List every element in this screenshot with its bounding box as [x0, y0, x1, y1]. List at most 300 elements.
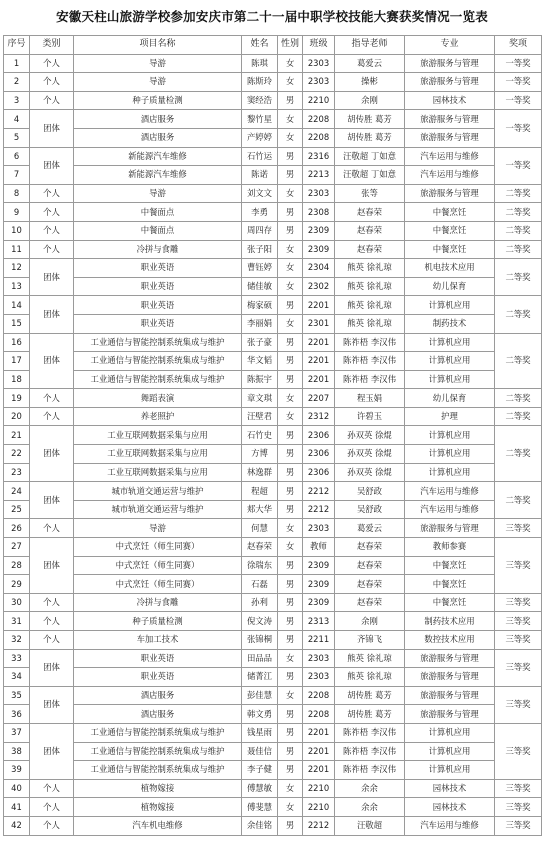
cell-award: 三等奖 — [495, 631, 542, 650]
col-header-award: 奖项 — [495, 36, 542, 55]
sheet-title: 安徽天柱山旅游学校参加安庆市第二十一届中职学校技能大赛获奖情况一览表 — [56, 9, 488, 24]
table-row — [4, 723, 542, 742]
cell-award: 二等奖 — [495, 240, 542, 259]
cell-category: 个人 — [30, 519, 74, 538]
cell-index: 23 — [4, 463, 30, 482]
cell-gender: 女 — [278, 54, 303, 73]
cell-project: 导游 — [74, 184, 242, 203]
cell-teacher: 余余 — [335, 798, 405, 817]
table-row — [4, 240, 542, 259]
cell-gender: 男 — [278, 445, 303, 464]
cell-gender: 男 — [278, 742, 303, 761]
table-row — [4, 463, 542, 482]
cell-gender: 男 — [278, 575, 303, 594]
cell-name: 章文琪 — [242, 389, 278, 408]
cell-major: 汽车运用与维修 — [405, 147, 495, 166]
cell-teacher: 胡传胜 葛芳 — [335, 686, 405, 705]
cell-name: 傅慧敏 — [242, 779, 278, 798]
table-row — [4, 482, 542, 501]
table-row — [4, 296, 542, 315]
cell-gender: 男 — [278, 593, 303, 612]
cell-index: 22 — [4, 445, 30, 464]
cell-name: 韩文勇 — [242, 705, 278, 724]
cell-class: 2211 — [303, 631, 335, 650]
cell-teacher: 齐锦飞 — [335, 631, 405, 650]
cell-index: 32 — [4, 631, 30, 650]
cell-class: 2309 — [303, 240, 335, 259]
cell-award: 二等奖 — [495, 221, 542, 240]
cell-major: 园林技术 — [405, 779, 495, 798]
table-row — [4, 184, 542, 203]
cell-award: 一等奖 — [495, 54, 542, 73]
cell-name: 赵春荣 — [242, 538, 278, 557]
cell-award: 二等奖 — [495, 296, 542, 333]
cell-index: 10 — [4, 221, 30, 240]
table-row — [4, 389, 542, 408]
header-row — [4, 36, 542, 55]
cell-category: 个人 — [30, 73, 74, 92]
cell-name: 程超 — [242, 482, 278, 501]
cell-index: 40 — [4, 779, 30, 798]
cell-index: 2 — [4, 73, 30, 92]
cell-index: 16 — [4, 333, 30, 352]
cell-award: 二等奖 — [495, 407, 542, 426]
cell-class: 2303 — [303, 649, 335, 668]
cell-teacher: 吴舒政 — [335, 500, 405, 519]
cell-index: 39 — [4, 761, 30, 780]
cell-teacher: 赵春荣 — [335, 221, 405, 240]
table-row — [4, 556, 542, 575]
cell-major: 护理 — [405, 407, 495, 426]
table-row — [4, 333, 542, 352]
cell-project: 酒店服务 — [74, 686, 242, 705]
cell-name: 林逸群 — [242, 463, 278, 482]
table-row — [4, 314, 542, 333]
cell-gender: 女 — [278, 110, 303, 129]
cell-major: 旅游服务与管理 — [405, 649, 495, 668]
cell-award: 一等奖 — [495, 73, 542, 92]
table-row — [4, 166, 542, 185]
cell-class: 2306 — [303, 463, 335, 482]
table-row — [4, 128, 542, 147]
cell-teacher: 余余 — [335, 779, 405, 798]
table-row — [4, 705, 542, 724]
cell-category: 个人 — [30, 203, 74, 222]
cell-gender: 男 — [278, 816, 303, 835]
cell-project: 新能源汽车维修 — [74, 166, 242, 185]
cell-project: 职业英语 — [74, 314, 242, 333]
cell-major: 制药技术 — [405, 314, 495, 333]
cell-project: 种子质量检测 — [74, 91, 242, 110]
cell-index: 33 — [4, 649, 30, 668]
cell-project: 植物嫁接 — [74, 779, 242, 798]
cell-class: 2312 — [303, 407, 335, 426]
cell-name: 李勇 — [242, 203, 278, 222]
cell-gender: 男 — [278, 556, 303, 575]
cell-major: 中餐烹饪 — [405, 556, 495, 575]
cell-major: 中餐烹饪 — [405, 221, 495, 240]
cell-category: 个人 — [30, 612, 74, 631]
cell-index: 21 — [4, 426, 30, 445]
cell-project: 城市轨道交通运营与维护 — [74, 500, 242, 519]
cell-name: 石竹史 — [242, 426, 278, 445]
cell-name: 李丽娟 — [242, 314, 278, 333]
cell-gender: 女 — [278, 798, 303, 817]
cell-class: 2306 — [303, 426, 335, 445]
cell-project: 工业通信与智能控制系统集成与维护 — [74, 352, 242, 371]
cell-gender: 女 — [278, 519, 303, 538]
cell-class: 2210 — [303, 798, 335, 817]
cell-gender: 女 — [278, 407, 303, 426]
cell-teacher: 赵春荣 — [335, 556, 405, 575]
cell-category: 个人 — [30, 631, 74, 650]
cell-class: 2210 — [303, 779, 335, 798]
cell-major: 汽车运用与维修 — [405, 500, 495, 519]
cell-index: 5 — [4, 128, 30, 147]
cell-major: 旅游服务与管理 — [405, 73, 495, 92]
cell-class: 2208 — [303, 705, 335, 724]
cell-name: 陈振宇 — [242, 370, 278, 389]
cell-gender: 男 — [278, 221, 303, 240]
cell-teacher: 胡传胜 葛芳 — [335, 128, 405, 147]
cell-class: 2309 — [303, 221, 335, 240]
cell-teacher: 熊英 徐礼琼 — [335, 277, 405, 296]
cell-teacher: 葛爱云 — [335, 519, 405, 538]
cell-gender: 男 — [278, 723, 303, 742]
cell-major: 计算机应用 — [405, 370, 495, 389]
cell-index: 14 — [4, 296, 30, 315]
cell-class: 2303 — [303, 519, 335, 538]
cell-name: 何慧 — [242, 519, 278, 538]
table-row — [4, 352, 542, 371]
cell-index: 29 — [4, 575, 30, 594]
table-row — [4, 73, 542, 92]
cell-index: 17 — [4, 352, 30, 371]
cell-name: 陈斯玲 — [242, 73, 278, 92]
cell-name: 刘文文 — [242, 184, 278, 203]
cell-category: 团体 — [30, 147, 74, 184]
cell-index: 37 — [4, 723, 30, 742]
cell-gender: 女 — [278, 649, 303, 668]
cell-category: 团体 — [30, 538, 74, 594]
cell-category: 团体 — [30, 649, 74, 686]
cell-class: 2207 — [303, 389, 335, 408]
cell-gender: 男 — [278, 761, 303, 780]
cell-project: 中式烹饪（师生同赛） — [74, 575, 242, 594]
cell-major: 计算机应用 — [405, 333, 495, 352]
cell-major: 旅游服务与管理 — [405, 686, 495, 705]
cell-teacher: 张等 — [335, 184, 405, 203]
table-row — [4, 649, 542, 668]
table-row — [4, 779, 542, 798]
cell-gender: 男 — [278, 147, 303, 166]
cell-category: 个人 — [30, 407, 74, 426]
cell-index: 4 — [4, 110, 30, 129]
cell-class: 2201 — [303, 352, 335, 371]
cell-gender: 男 — [278, 500, 303, 519]
cell-class: 2201 — [303, 742, 335, 761]
cell-name: 余佳铭 — [242, 816, 278, 835]
col-header-class: 班级 — [303, 36, 335, 55]
cell-project: 工业通信与智能控制系统集成与维护 — [74, 333, 242, 352]
cell-index: 31 — [4, 612, 30, 631]
cell-gender: 女 — [278, 389, 303, 408]
cell-index: 15 — [4, 314, 30, 333]
cell-category: 个人 — [30, 593, 74, 612]
table-row — [4, 631, 542, 650]
cell-name: 倪文涛 — [242, 612, 278, 631]
cell-name: 产婷婷 — [242, 128, 278, 147]
cell-class: 2301 — [303, 314, 335, 333]
cell-major: 计算机应用 — [405, 723, 495, 742]
cell-category: 个人 — [30, 184, 74, 203]
cell-gender: 女 — [278, 277, 303, 296]
cell-award: 三等奖 — [495, 612, 542, 631]
cell-class: 2302 — [303, 277, 335, 296]
cell-project: 职业英语 — [74, 259, 242, 278]
cell-teacher: 许碧玉 — [335, 407, 405, 426]
table-row — [4, 816, 542, 835]
cell-category: 个人 — [30, 240, 74, 259]
cell-index: 18 — [4, 370, 30, 389]
cell-award: 三等奖 — [495, 593, 542, 612]
cell-award: 三等奖 — [495, 686, 542, 723]
cell-teacher: 陈祚梧 李汉伟 — [335, 742, 405, 761]
cell-major: 计算机应用 — [405, 296, 495, 315]
cell-name: 李子健 — [242, 761, 278, 780]
cell-gender: 男 — [278, 370, 303, 389]
cell-name: 窦经浩 — [242, 91, 278, 110]
cell-award: 二等奖 — [495, 482, 542, 519]
cell-name: 周四存 — [242, 221, 278, 240]
cell-teacher: 汪敬超 — [335, 816, 405, 835]
cell-gender: 男 — [278, 463, 303, 482]
cell-class: 2304 — [303, 259, 335, 278]
cell-class: 2201 — [303, 296, 335, 315]
cell-project: 养老照护 — [74, 407, 242, 426]
cell-major: 数控技术应用 — [405, 631, 495, 650]
cell-major: 计算机应用 — [405, 761, 495, 780]
cell-major: 旅游服务与管理 — [405, 184, 495, 203]
cell-award: 一等奖 — [495, 147, 542, 184]
cell-index: 38 — [4, 742, 30, 761]
cell-class: 2309 — [303, 593, 335, 612]
cell-project: 导游 — [74, 73, 242, 92]
table-row — [4, 686, 542, 705]
cell-gender: 男 — [278, 631, 303, 650]
cell-class: 2201 — [303, 333, 335, 352]
table-row — [4, 761, 542, 780]
cell-major: 计算机应用 — [405, 445, 495, 464]
cell-teacher: 熊英 徐礼琼 — [335, 296, 405, 315]
cell-name: 梅家硕 — [242, 296, 278, 315]
table-row — [4, 742, 542, 761]
table-row — [4, 668, 542, 687]
cell-project: 中式烹饪（师生同赛） — [74, 538, 242, 557]
cell-gender: 男 — [278, 203, 303, 222]
cell-project: 职业英语 — [74, 668, 242, 687]
cell-category: 团体 — [30, 333, 74, 389]
table-body — [4, 54, 542, 835]
cell-award: 一等奖 — [495, 91, 542, 110]
table-row — [4, 798, 542, 817]
table-row — [4, 575, 542, 594]
cell-teacher: 汪敬超 丁如意 — [335, 147, 405, 166]
cell-index: 34 — [4, 668, 30, 687]
cell-index: 36 — [4, 705, 30, 724]
cell-major: 汽车运用与维修 — [405, 816, 495, 835]
cell-project: 中式烹饪（师生同赛） — [74, 556, 242, 575]
cell-teacher: 熊英 徐礼琼 — [335, 668, 405, 687]
cell-project: 酒店服务 — [74, 705, 242, 724]
cell-project: 冷拼与食雕 — [74, 240, 242, 259]
cell-index: 12 — [4, 259, 30, 278]
cell-category: 团体 — [30, 426, 74, 482]
cell-award: 三等奖 — [495, 538, 542, 594]
cell-major: 幼儿保育 — [405, 277, 495, 296]
table-row — [4, 91, 542, 110]
table-row — [4, 426, 542, 445]
cell-gender: 女 — [278, 73, 303, 92]
cell-gender: 女 — [278, 314, 303, 333]
cell-gender: 女 — [278, 779, 303, 798]
cell-project: 导游 — [74, 519, 242, 538]
cell-teacher: 孙双英 徐焜 — [335, 463, 405, 482]
cell-index: 11 — [4, 240, 30, 259]
cell-project: 酒店服务 — [74, 110, 242, 129]
cell-project: 冷拼与食雕 — [74, 593, 242, 612]
cell-category: 个人 — [30, 779, 74, 798]
cell-project: 酒店服务 — [74, 128, 242, 147]
cell-teacher: 赵春荣 — [335, 203, 405, 222]
cell-category: 团体 — [30, 723, 74, 779]
cell-project: 职业英语 — [74, 296, 242, 315]
cell-major: 中餐烹饪 — [405, 593, 495, 612]
cell-name: 方博 — [242, 445, 278, 464]
cell-name: 储菁江 — [242, 668, 278, 687]
cell-project: 导游 — [74, 54, 242, 73]
table-row — [4, 538, 542, 557]
cell-category: 团体 — [30, 482, 74, 519]
cell-teacher: 赵春荣 — [335, 593, 405, 612]
table-row — [4, 407, 542, 426]
cell-teacher: 胡传胜 葛芳 — [335, 705, 405, 724]
cell-category: 个人 — [30, 54, 74, 73]
cell-teacher: 汪敬超 丁如意 — [335, 166, 405, 185]
cell-project: 工业互联网数据采集与应用 — [74, 445, 242, 464]
cell-teacher: 孙双英 徐焜 — [335, 445, 405, 464]
cell-index: 20 — [4, 407, 30, 426]
cell-name: 张锦桐 — [242, 631, 278, 650]
cell-name: 傅斐慧 — [242, 798, 278, 817]
cell-teacher: 余刚 — [335, 612, 405, 631]
cell-teacher: 陈祚梧 李汉伟 — [335, 370, 405, 389]
table-row — [4, 259, 542, 278]
cell-major: 计算机应用 — [405, 742, 495, 761]
cell-gender: 女 — [278, 240, 303, 259]
table-row — [4, 593, 542, 612]
cell-project: 车加工技术 — [74, 631, 242, 650]
col-header-category: 类别 — [30, 36, 74, 55]
cell-teacher: 熊英 徐礼琼 — [335, 314, 405, 333]
cell-gender: 男 — [278, 612, 303, 631]
cell-major: 园林技术 — [405, 91, 495, 110]
cell-name: 聂佳信 — [242, 742, 278, 761]
cell-project: 工业通信与智能控制系统集成与维护 — [74, 723, 242, 742]
cell-class: 2303 — [303, 73, 335, 92]
cell-major: 机电技术应用 — [405, 259, 495, 278]
cell-category: 个人 — [30, 798, 74, 817]
cell-index: 28 — [4, 556, 30, 575]
cell-major: 制药技术应用 — [405, 612, 495, 631]
cell-class: 2313 — [303, 612, 335, 631]
cell-major: 旅游服务与管理 — [405, 110, 495, 129]
cell-name: 田品品 — [242, 649, 278, 668]
table-row — [4, 519, 542, 538]
cell-major: 旅游服务与管理 — [405, 705, 495, 724]
cell-teacher: 陈祚梧 李汉伟 — [335, 333, 405, 352]
cell-major: 中餐烹饪 — [405, 203, 495, 222]
cell-major: 汽车运用与维修 — [405, 482, 495, 501]
cell-index: 9 — [4, 203, 30, 222]
cell-project: 植物嫁接 — [74, 798, 242, 817]
cell-gender: 男 — [278, 705, 303, 724]
cell-index: 1 — [4, 54, 30, 73]
table-row — [4, 277, 542, 296]
cell-class: 2308 — [303, 203, 335, 222]
cell-class: 2201 — [303, 370, 335, 389]
cell-project: 工业通信与智能控制系统集成与维护 — [74, 742, 242, 761]
cell-award: 三等奖 — [495, 649, 542, 686]
cell-class: 2212 — [303, 816, 335, 835]
col-header-name: 姓名 — [242, 36, 278, 55]
cell-major: 旅游服务与管理 — [405, 54, 495, 73]
cell-teacher: 陈祚梧 李汉伟 — [335, 761, 405, 780]
cell-gender: 男 — [278, 482, 303, 501]
cell-index: 27 — [4, 538, 30, 557]
cell-name: 徐瑞东 — [242, 556, 278, 575]
cell-project: 职业英语 — [74, 277, 242, 296]
cell-teacher: 熊英 徐礼琼 — [335, 259, 405, 278]
cell-award: 二等奖 — [495, 203, 542, 222]
cell-index: 26 — [4, 519, 30, 538]
awards-table — [3, 35, 542, 836]
cell-teacher: 操彬 — [335, 73, 405, 92]
cell-project: 城市轨道交通运营与维护 — [74, 482, 242, 501]
cell-index: 6 — [4, 147, 30, 166]
cell-award: 二等奖 — [495, 184, 542, 203]
cell-name: 黎竹星 — [242, 110, 278, 129]
cell-major: 幼儿保育 — [405, 389, 495, 408]
cell-award: 二等奖 — [495, 389, 542, 408]
cell-index: 25 — [4, 500, 30, 519]
cell-teacher: 熊英 徐礼琼 — [335, 649, 405, 668]
cell-teacher: 胡传胜 葛芳 — [335, 110, 405, 129]
cell-teacher: 葛爱云 — [335, 54, 405, 73]
cell-teacher: 陈祚梧 李汉伟 — [335, 723, 405, 742]
cell-project: 中餐面点 — [74, 221, 242, 240]
cell-class: 2309 — [303, 575, 335, 594]
cell-award: 二等奖 — [495, 259, 542, 296]
cell-award: 三等奖 — [495, 723, 542, 779]
cell-index: 35 — [4, 686, 30, 705]
cell-teacher: 余刚 — [335, 91, 405, 110]
cell-name: 张子阳 — [242, 240, 278, 259]
cell-index: 3 — [4, 91, 30, 110]
col-header-gender: 性别 — [278, 36, 303, 55]
cell-class: 教师 — [303, 538, 335, 557]
cell-name: 陈诺 — [242, 166, 278, 185]
